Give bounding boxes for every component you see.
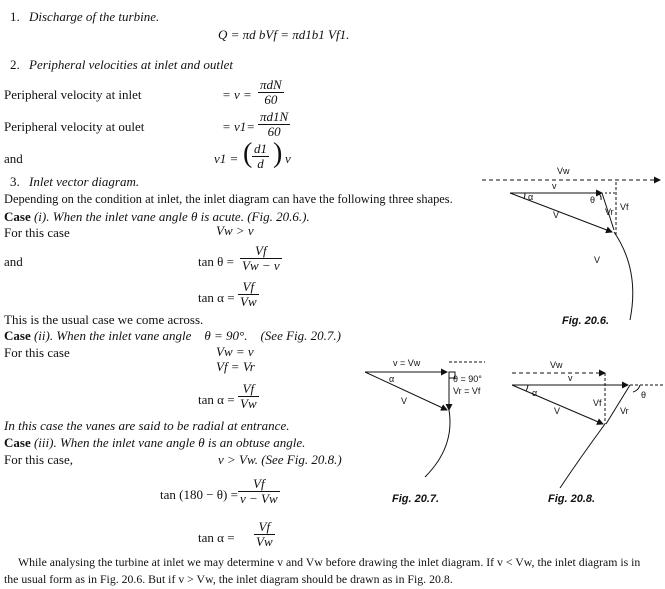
- right-paren: ): [273, 138, 283, 169]
- fraction-numerator: Vf: [238, 280, 259, 295]
- case-3-tan-fraction: [238, 477, 280, 505]
- fig-20-7-caption: Fig. 20.7.: [392, 493, 440, 505]
- ratio-lhs: v1 =: [214, 151, 239, 166]
- fraction-numerator: πd1N: [260, 109, 289, 124]
- fraction-numerator: Vf: [238, 382, 259, 397]
- vr-label: Vr = Vf: [453, 386, 481, 396]
- inlet-velocity-label: Peripheral velocity at inlet: [4, 87, 142, 102]
- inlet-velocity-fraction: [258, 78, 284, 106]
- vf-label: Vf: [620, 202, 629, 212]
- vane-curve: [560, 424, 605, 488]
- fraction-numerator: Vf: [254, 520, 275, 535]
- theta-label: θ = 90°: [453, 374, 482, 384]
- V-label: V: [553, 210, 560, 220]
- alpha-arc: [524, 193, 525, 199]
- section-number: 2.: [10, 57, 20, 72]
- fig-20-6-caption: Fig. 20.6.: [562, 315, 610, 327]
- v-label: v: [552, 181, 557, 191]
- V-curve-label: V: [594, 255, 601, 265]
- vw-label: Vw: [550, 360, 563, 370]
- fraction-denominator: Vw − v: [242, 257, 280, 273]
- vw-label: Vw: [557, 166, 570, 176]
- fraction-numerator: πdN: [260, 77, 282, 92]
- alpha-label: α: [389, 374, 395, 384]
- vr-line: [606, 385, 630, 424]
- section-title: Peripheral velocities at inlet and outlet: [29, 57, 233, 72]
- discharge-equation: Q = πd bVf = πd1b1 Vf1.: [218, 27, 350, 42]
- figure-20-8: [510, 358, 665, 498]
- v-label: v: [568, 373, 573, 383]
- V-label: V: [401, 396, 408, 406]
- case-3-tan-alpha-fraction: [254, 520, 275, 548]
- case-text: (ii). When the inlet vane angle θ = 90°. (See Fig. 20.7.): [33, 328, 341, 343]
- outlet-velocity-label: Peripheral velocity at oulet: [4, 119, 145, 134]
- alpha-arc: [526, 385, 528, 391]
- fraction-denominator: Vw: [256, 533, 273, 549]
- section-3-heading: [10, 175, 139, 189]
- section-number: 1.: [10, 9, 20, 24]
- fraction-numerator: Vf: [240, 244, 282, 259]
- case-word: Case: [4, 328, 31, 343]
- case-3-for: For this case,: [4, 452, 73, 467]
- figure-20-6: [480, 160, 665, 335]
- case-2-eq1: Vw = v: [216, 344, 254, 359]
- fraction-numerator: d1: [254, 141, 267, 156]
- ratio-rhs: v: [285, 151, 291, 166]
- top-label: v = Vw: [393, 358, 421, 368]
- theta-arc: [633, 385, 640, 392]
- vane-curve: [425, 410, 450, 477]
- outlet-velocity-lhs: = v1=: [222, 119, 256, 134]
- inlet-velocity-lhs: = v =: [222, 87, 252, 102]
- section-title: Discharge of the turbine.: [29, 9, 160, 24]
- intro-paragraph: Depending on the condition at inlet, the inlet diagram can have the following three shapes.: [4, 192, 453, 206]
- vf-label: Vf: [593, 398, 602, 408]
- alpha-label: α: [528, 192, 534, 202]
- section-number: 3.: [10, 174, 20, 189]
- case-word: Case: [4, 209, 31, 224]
- case-3-tan-alpha: tan α =: [198, 530, 235, 545]
- fraction-denominator: Vw: [240, 395, 257, 411]
- case-3-line: [4, 436, 305, 450]
- vane-curve: [614, 232, 633, 320]
- case-1-for: For this case: [4, 225, 70, 240]
- case-2-for: For this case: [4, 345, 70, 360]
- case-text: (i). When the inlet vane angle θ is acute. (Fig. 20.6.).: [33, 209, 310, 224]
- case-1-and: and: [4, 254, 23, 269]
- closing-line-1: While analysing the turbine at inlet we may determine v and Vw before drawing the inlet diagram. If v < Vw, the inlet diagram is in: [18, 555, 641, 569]
- section-title: Inlet vector diagram.: [29, 174, 140, 189]
- V-vector: [512, 385, 603, 424]
- case-3-inequality: v > Vw. (See Fig. 20.8.): [218, 452, 342, 467]
- figure-20-7: [355, 352, 490, 492]
- case-1-tan-theta-fraction: [240, 244, 282, 272]
- case-2-eq2: Vf = Vr: [216, 359, 255, 374]
- fraction-denominator: v − Vw: [240, 490, 278, 506]
- theta-label: θ: [641, 390, 647, 400]
- case-2-tan-alpha: tan α =: [198, 392, 235, 407]
- ratio-fraction: [252, 142, 269, 170]
- case-text: (iii). When the inlet vane angle θ is an obtuse angle.: [33, 435, 306, 450]
- vr-label: Vr: [620, 406, 629, 416]
- left-paren: (: [243, 138, 253, 169]
- fraction-denominator: 60: [267, 123, 281, 139]
- usual-case-note: This is the usual case we come across.: [4, 312, 204, 327]
- case-1-tan-alpha: tan α =: [198, 290, 235, 305]
- theta-label: θ: [590, 195, 596, 205]
- case-3-tan: tan (180 − θ) =: [160, 487, 238, 502]
- case-1-tan-alpha-fraction: [238, 280, 259, 308]
- section-1-heading: [10, 10, 159, 24]
- V-vector: [510, 193, 612, 232]
- and-label: and: [4, 151, 23, 166]
- fraction-numerator: Vf: [238, 477, 280, 492]
- case-word: Case: [4, 435, 31, 450]
- section-2-heading: [10, 58, 233, 72]
- alpha-label: α: [532, 388, 538, 398]
- case-1-line: [4, 210, 310, 224]
- fraction-denominator: 60: [264, 91, 278, 107]
- fraction-denominator: d: [257, 155, 264, 171]
- closing-line-2: the usual form as in Fig. 20.6. But if v > Vw, the inlet diagram should be drawn as in Fig. 20.8.: [4, 572, 453, 586]
- vr-label: Vr: [605, 207, 614, 217]
- fraction-denominator: Vw: [240, 293, 257, 309]
- fig-20-8-caption: Fig. 20.8.: [548, 493, 596, 505]
- V-label: V: [554, 406, 561, 416]
- outlet-velocity-fraction: [258, 110, 290, 138]
- case-1-inequality: Vw > v: [216, 223, 254, 238]
- radial-note: In this case the vanes are said to be radial at entrance.: [4, 418, 290, 433]
- case-2-tan-alpha-fraction: [238, 382, 259, 410]
- case-1-tan-theta: tan θ =: [198, 254, 234, 269]
- case-2-line: [4, 329, 341, 343]
- theta-arc: [598, 193, 601, 200]
